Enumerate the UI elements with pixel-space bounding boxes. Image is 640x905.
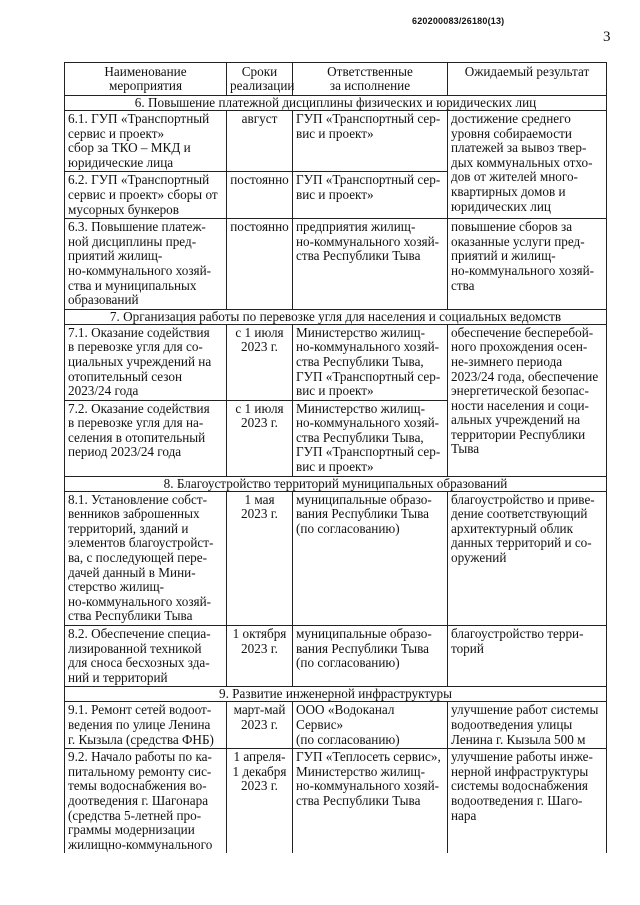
text-line: вания Республики Тыва	[296, 506, 430, 522]
text-line: нерной инфраструктуры	[451, 763, 589, 779]
row-9-1-term	[227, 702, 293, 749]
text-line: 2023/24 года	[68, 383, 139, 399]
text-line: ства Республики Тыва	[296, 792, 421, 808]
text-line: Ленина г. Кызыла 500 м	[451, 731, 586, 747]
text-line: сервис и проект»	[68, 125, 165, 141]
text-line: ГУП «Транспортный сер-	[296, 368, 441, 384]
section-9-title: 9. Развитие инженерной инфраструктуры	[65, 687, 607, 702]
section-row	[65, 96, 607, 111]
text-line: приятий и жилищ-	[451, 248, 556, 264]
text-line: венников заброшенных	[68, 506, 200, 522]
text-line: оружений	[451, 550, 507, 566]
text-line: улучшение работ системы	[451, 702, 599, 718]
text-line: 2023 г.	[241, 640, 278, 656]
text-line: отопительный сезон	[68, 368, 183, 384]
page-number: 3	[603, 29, 611, 45]
text-line: темы водоснабжения во-	[68, 778, 207, 794]
text-line: муниципальные образо-	[296, 626, 432, 641]
text-line: муниципальные образо-	[296, 491, 432, 507]
text-line: но-коммунального хозяй-	[296, 233, 440, 249]
row-8-2-term	[227, 626, 293, 687]
text-line: в перевозке угля для на-	[68, 415, 204, 431]
text-line: но-коммунального хозяй-	[68, 593, 212, 609]
text-line: Министерство жилищ-	[296, 324, 425, 340]
text-line: энергетической безопас-	[451, 383, 589, 399]
text-line: ГУП «Теплосеть сервис»,	[296, 749, 441, 765]
row-6-2-responsible	[293, 172, 448, 219]
text-line: но-коммунального хозяй-	[68, 262, 212, 278]
text-line: г. Кызыла (средства ФНБ)	[68, 731, 214, 747]
text-line: вис и проект»	[296, 383, 374, 399]
text-line: Сроки	[241, 64, 278, 79]
text-line: ний и территорий	[68, 669, 168, 685]
text-line: Наименование	[104, 64, 187, 79]
text-line: 2023 г.	[241, 716, 278, 732]
text-line: приятий жилищ-	[68, 248, 163, 264]
text-line: циальных учреждений на	[68, 353, 212, 369]
text-line: август	[241, 111, 278, 126]
section-row	[65, 309, 607, 324]
text-line: ства Республики Тыва	[296, 248, 421, 264]
text-line: 1 мая	[244, 491, 275, 507]
text-line: ного прохождения осен-	[451, 339, 588, 355]
text-line: жилищно-коммунального	[68, 836, 213, 852]
row-6-1-term	[227, 111, 293, 172]
text-line: 2023 г.	[241, 778, 278, 794]
text-line: ООО «Водоканал Сервис»	[296, 702, 395, 732]
text-line: 8.1. Установление собст-	[68, 491, 208, 507]
text-line: улучшение работы инже-	[451, 749, 593, 765]
text-line: ГУП «Транспортный сер-	[296, 172, 441, 188]
text-line: мероприятия	[108, 78, 183, 93]
plan-table	[64, 62, 607, 853]
text-line: стерство жилищ-	[68, 579, 165, 595]
text-line: ства Республики Тыва,	[296, 353, 424, 369]
text-line: (по согласованию)	[296, 655, 400, 671]
row-8-1-result	[448, 491, 607, 625]
text-line: альных учреждений на	[451, 412, 581, 428]
text-line: платежей за вывоз твер-	[451, 140, 587, 156]
row-8-1-term	[227, 491, 293, 625]
text-line: 9.1. Ремонт сетей водоот-	[68, 702, 212, 718]
text-line: квартирных домов и	[451, 183, 566, 199]
text-line: торий	[451, 640, 484, 656]
header-responsible	[293, 63, 448, 96]
text-line: но-коммунального хозяй-	[296, 778, 440, 794]
text-line: не-зимнего периода	[451, 353, 563, 369]
header-result	[448, 63, 607, 96]
text-line: вис и проект»	[296, 125, 374, 141]
text-line: лизированной техникой	[68, 640, 202, 656]
row-7-2-name	[65, 400, 227, 476]
text-line: системы водоснабжения	[451, 778, 588, 794]
text-line: питальному ремонту сис-	[68, 763, 212, 779]
row-8-1-responsible	[293, 491, 448, 625]
text-line: вания Республики Тыва	[296, 640, 430, 656]
text-line: дов от жителей много-	[451, 169, 578, 185]
text-line: ГУП «Транспортный сер-	[296, 444, 441, 460]
text-line: март-май	[233, 702, 286, 718]
text-line: образований	[68, 292, 139, 308]
text-line: ва, с последующей пере-	[68, 550, 208, 566]
text-line: 8.2. Обеспечение специа-	[68, 626, 211, 641]
text-line: юридические лица	[68, 154, 174, 170]
row-6-3-term	[227, 219, 293, 310]
text-line: оказанные услуги пред-	[451, 233, 585, 249]
row-8-2-responsible	[293, 626, 448, 687]
text-line: за исполнение	[329, 78, 411, 93]
text-line: но-коммунального хозяй-	[451, 262, 595, 278]
text-line: но-коммунального хозяй-	[296, 339, 440, 355]
text-line: с 1 июля	[235, 400, 284, 416]
row-6-1-responsible	[293, 111, 448, 172]
text-line: дых коммунальных отхо-	[451, 154, 593, 170]
text-line: для сноса бесхозных зда-	[68, 655, 210, 671]
text-line: обеспечение бесперебой-	[451, 324, 594, 340]
text-line: 1 апреля-	[233, 749, 286, 765]
text-line: повышение сборов за	[451, 219, 573, 235]
text-line: благоустройство терри-	[451, 626, 584, 641]
row-9-2-result	[448, 749, 607, 854]
header-name	[65, 63, 227, 96]
text-line: 2023 г.	[241, 339, 278, 355]
text-line: в перевозке угля для со-	[68, 339, 203, 355]
text-line: мусорных бункеров	[68, 201, 179, 217]
row-6-2-term	[227, 172, 293, 219]
text-line: предприятия жилищ-	[296, 219, 416, 235]
text-line: ства Республики Тыва,	[296, 429, 424, 445]
text-line: 2023 г.	[241, 415, 278, 431]
text-line: дачей данный в Мини-	[68, 564, 196, 580]
row-6-2-name	[65, 172, 227, 219]
row-7-1-term	[227, 324, 293, 400]
text-line: 6.1. ГУП «Транспортный	[68, 111, 210, 126]
text-line: 2023 г.	[241, 506, 278, 522]
text-line: Ожидаемый результат	[464, 64, 590, 79]
row-8-2-name	[65, 626, 227, 687]
table-row	[65, 749, 607, 854]
row-9-1-result	[448, 702, 607, 749]
text-line: ства и муниципальных	[68, 277, 197, 293]
row-9-2-term	[227, 749, 293, 854]
text-line: сбор за ТКО – МКД и	[68, 140, 191, 156]
text-line: Ответственные	[327, 64, 413, 79]
text-line: водоотведения г. Шаго-	[451, 792, 583, 808]
text-line: реализации	[230, 78, 295, 93]
text-line: ведения по улице Ленина	[68, 716, 211, 732]
text-line: (средства 5-летней про-	[68, 807, 202, 823]
row-7-2-term	[227, 400, 293, 476]
text-line: 2023/24 года, обеспечение	[451, 368, 599, 384]
text-line: (по согласованию)	[296, 520, 400, 536]
text-line: Министерство жилищ-	[296, 400, 425, 416]
text-line: Министерство жилищ-	[296, 763, 425, 779]
row-9-2-name	[65, 749, 227, 854]
text-line: данных территорий и со-	[451, 535, 592, 551]
row-8-1-name	[65, 491, 227, 625]
section-7-title: 7. Организация работы по перевозке угля для населения и социальных ведомств	[65, 309, 607, 324]
text-line: ства Республики Тыва	[68, 608, 193, 624]
text-line: территории Республики	[451, 426, 586, 442]
row-6-3-name	[65, 219, 227, 310]
text-line: территорий, зданий и	[68, 520, 189, 536]
text-line: ства	[451, 277, 475, 293]
text-line: элементов благоустройст-	[68, 535, 214, 551]
text-line: доотведения г. Шагонара	[68, 792, 209, 808]
row-7-result	[448, 324, 607, 476]
text-line: постоянно	[230, 172, 289, 188]
row-7-2-responsible	[293, 400, 448, 476]
table-row	[65, 111, 607, 172]
row-9-1-responsible	[293, 702, 448, 749]
text-line: достижение среднего	[451, 111, 571, 126]
text-line: постоянно	[230, 219, 289, 235]
table-row	[65, 491, 607, 625]
text-line: нара	[451, 807, 477, 823]
text-line: с 1 июля	[235, 324, 284, 340]
text-line: архитектурный облик	[451, 520, 574, 536]
section-6-title: 6. Повышение платежной дисциплины физических и юридических лиц	[65, 96, 607, 111]
text-line: юридических лиц	[451, 198, 551, 214]
section-row	[65, 687, 607, 702]
section-row	[65, 476, 607, 491]
table-row	[65, 324, 607, 400]
text-line: ной дисциплины пред-	[68, 233, 197, 249]
text-line: селения в отопительный	[68, 429, 206, 445]
text-line: 7.2. Оказание содействия	[68, 400, 210, 416]
section-8-title: 8. Благоустройство территорий муниципальных образований	[65, 476, 607, 491]
text-line: 1 октября	[232, 626, 287, 641]
text-line: (по согласованию)	[296, 731, 400, 747]
row-9-1-name	[65, 702, 227, 749]
document-code: 620200083/26180(13)	[412, 16, 505, 26]
header-term	[227, 63, 293, 96]
text-line: водоотведения улицы	[451, 716, 573, 732]
row-7-1-name	[65, 324, 227, 400]
table-row	[65, 626, 607, 687]
text-line: Тыва	[451, 441, 480, 457]
text-line: благоустройство и приве-	[451, 491, 595, 507]
text-line: граммы модернизации	[68, 822, 195, 838]
text-line: период 2023/24 года	[68, 444, 182, 460]
text-line: вис и проект»	[296, 459, 374, 475]
table-header-row	[65, 63, 607, 96]
text-line: вис и проект»	[296, 186, 374, 202]
row-9-2-responsible	[293, 749, 448, 854]
table-row	[65, 702, 607, 749]
text-line: 6.2. ГУП «Транспортный	[68, 172, 210, 188]
text-line: ности населения и соци-	[451, 397, 589, 413]
row-6-1-name	[65, 111, 227, 172]
row-6-3-responsible	[293, 219, 448, 310]
text-line: 6.3. Повышение платеж-	[68, 219, 206, 235]
text-line: уровня собираемости	[451, 125, 572, 141]
text-line: но-коммунального хозяй-	[296, 415, 440, 431]
row-6-3-result	[448, 219, 607, 310]
text-line: дение соответствующий	[451, 506, 588, 522]
row-8-2-result	[448, 626, 607, 687]
row-6-1-2-result	[448, 111, 607, 219]
text-line: 1 декабря	[232, 763, 287, 779]
table-row	[65, 219, 607, 310]
text-line: ГУП «Транспортный сер-	[296, 111, 441, 126]
text-line: сервис и проект» сборы от	[68, 186, 218, 202]
row-7-1-responsible	[293, 324, 448, 400]
text-line: 9.2. Начало работы по ка-	[68, 749, 212, 765]
text-line: 7.1. Оказание содействия	[68, 324, 210, 340]
